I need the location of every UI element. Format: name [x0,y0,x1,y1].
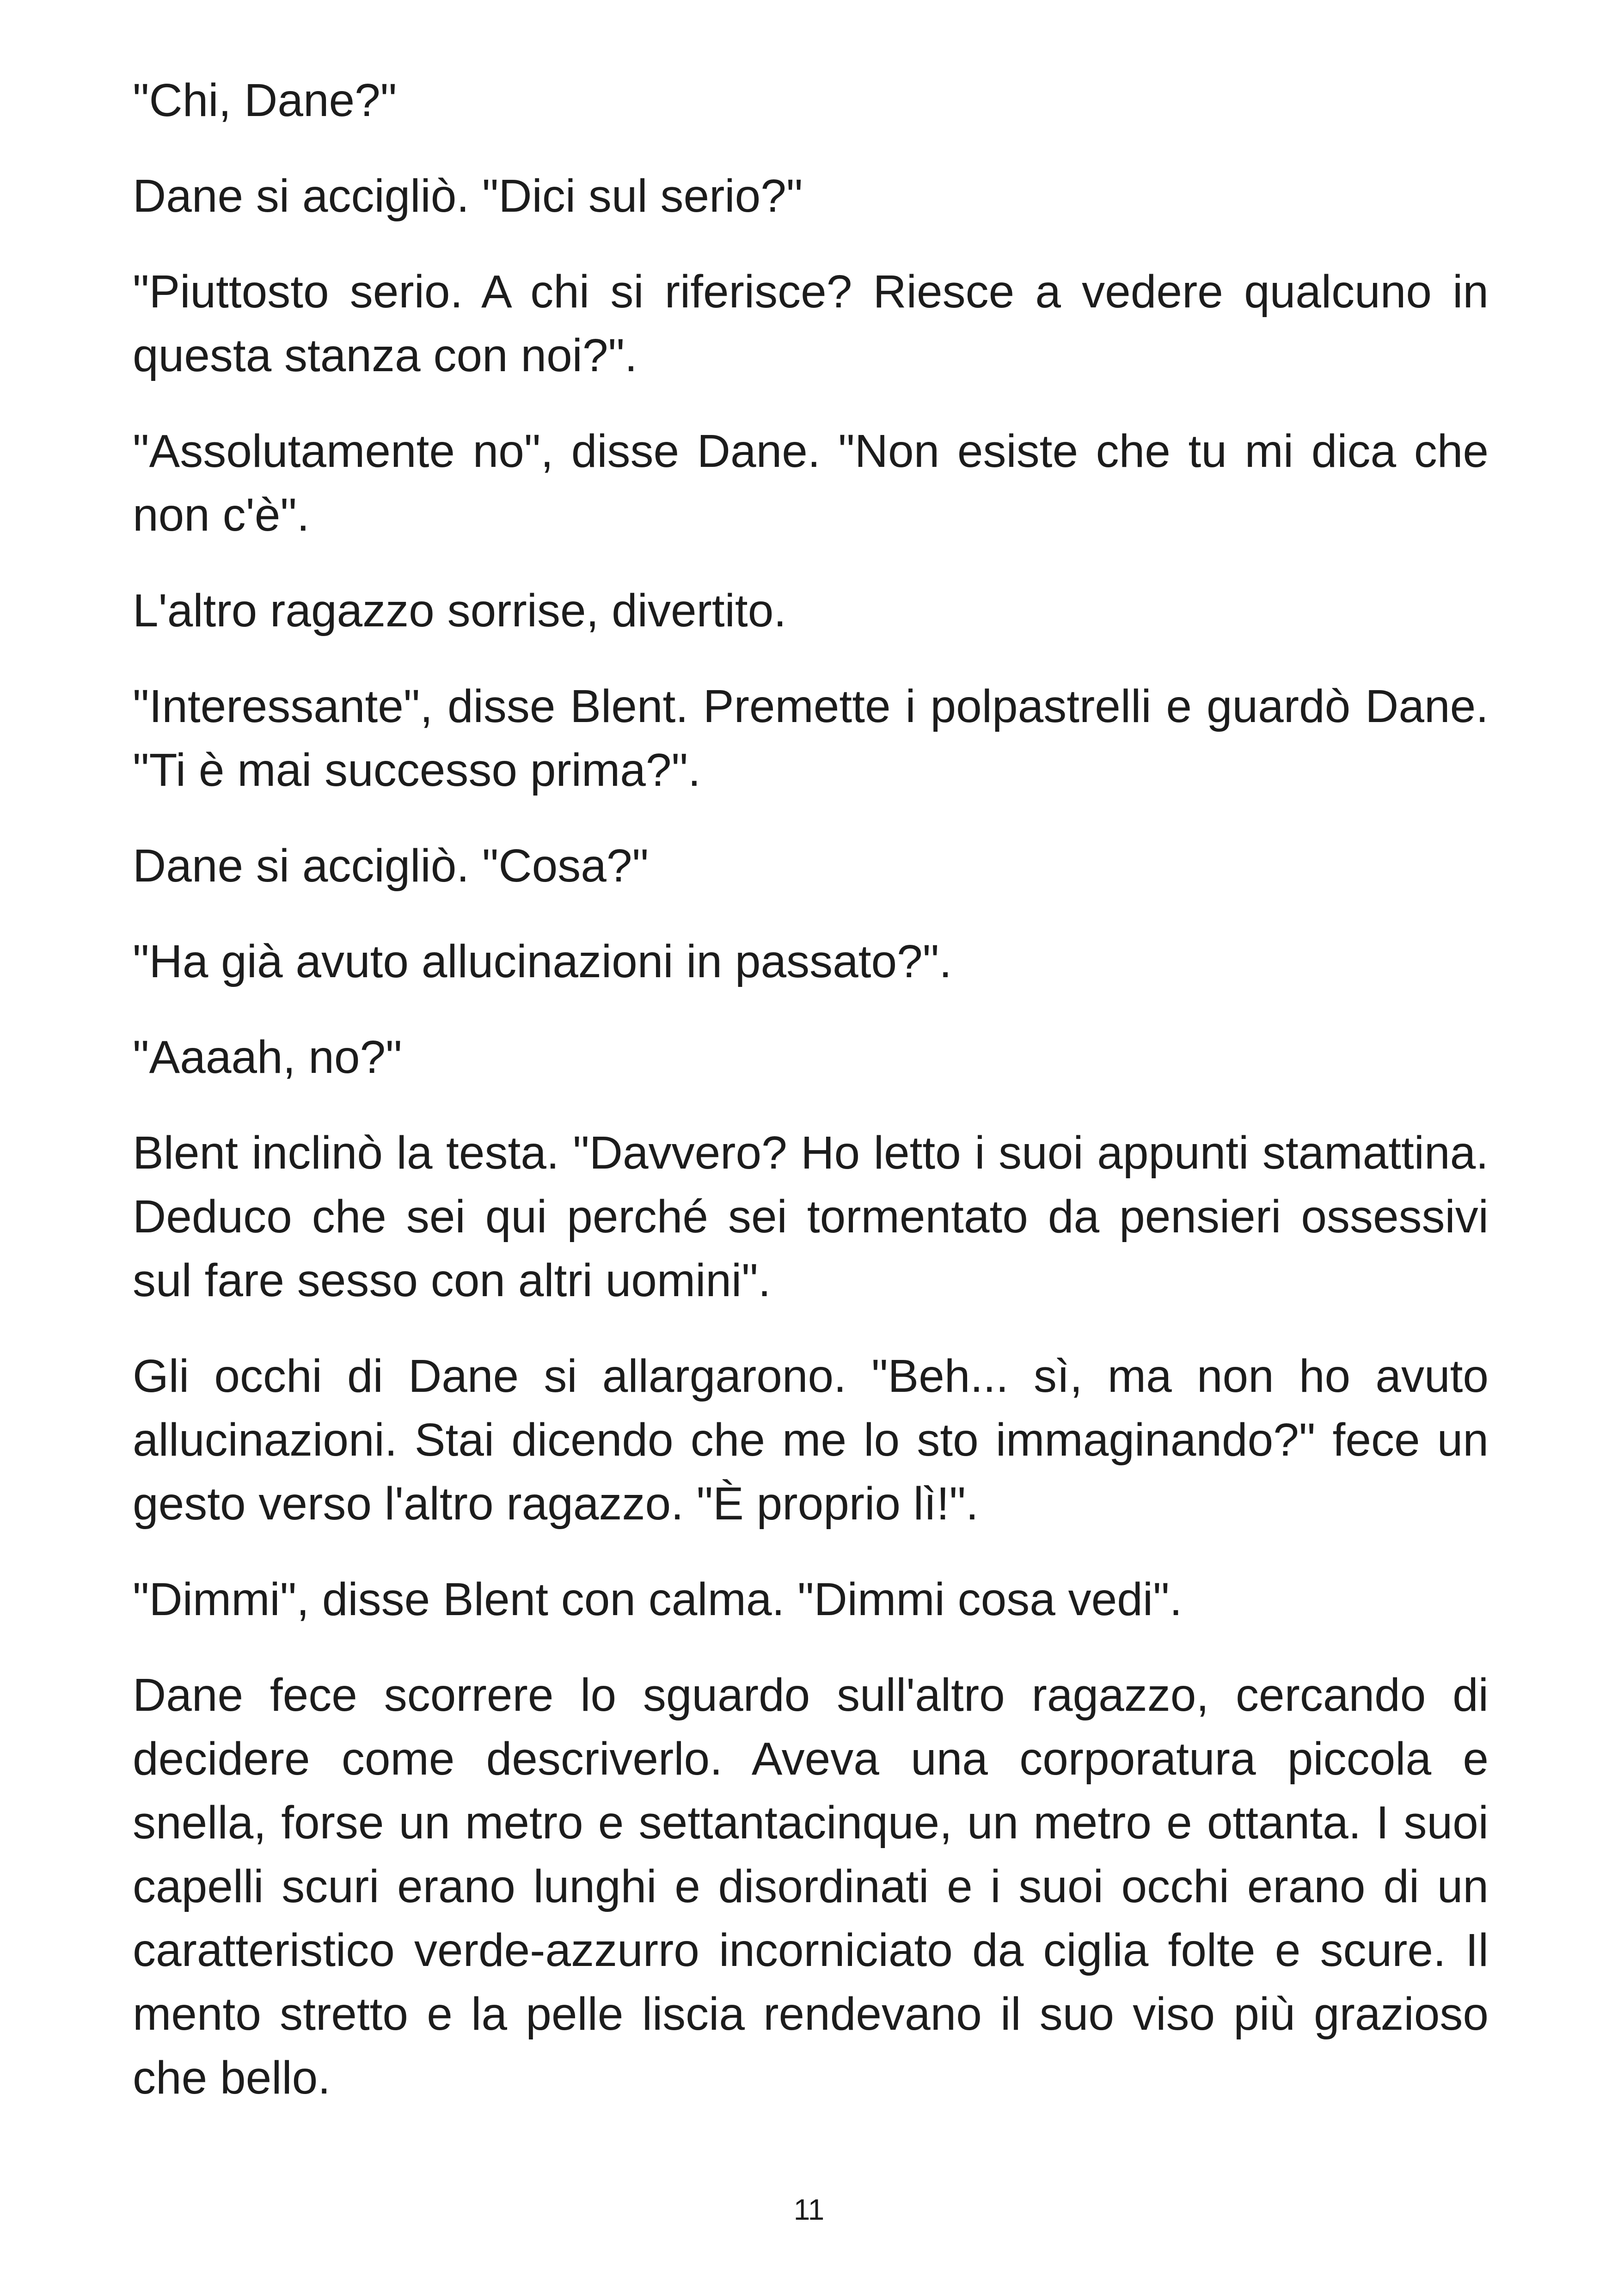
paragraph-1: "Chi, Dane?" [133,74,397,126]
paragraph-2: Dane si accigliò. "Dici sul serio?" [133,170,803,222]
paragraph-7: Dane si accigliò. "Cosa?" [133,840,649,892]
paragraph-5: L'altro ragazzo sorrise, divertito. [133,585,787,637]
paragraph-8: "Ha già avuto allucinazioni in passato?". [133,936,952,987]
paragraph-13: Dane fece scorrere lo sguardo sull'altro ragazzo, cercando di decidere come descriverlo. Aveva una corporatura piccola e snella, forse un metro e settantacinque, un metro e ottanta. I suoi capelli scuri erano lunghi e disordinati e i suoi occhi erano di un caratteristico verde-azzurro incorniciato da ciglia folte e scure. Il mento stretto e la pelle liscia rendevano il suo viso più grazioso che bello. [133,1669,1489,2104]
paragraph-9: "Aaaah, no?" [133,1031,402,1083]
body-text [133,68,1489,2142]
paragraph-11: Gli occhi di Dane si allargarono. "Beh... sì, ma non ho avuto allucinazioni. Stai dicendo che me lo sto immaginando?" fece un gesto verso l'altro ragazzo. "È proprio lì!". [133,1350,1489,1530]
paragraph-3: "Piuttosto serio. A chi si riferisce? Riesce a vedere qualcuno in questa stanza con noi?". [133,266,1489,381]
paragraph-12: "Dimmi", disse Blent con calma. "Dimmi cosa vedi". [133,1574,1183,1625]
paragraph-10: Blent inclinò la testa. "Davvero? Ho letto i suoi appunti stamattina. Deduco che sei qui perché sei tormentato da pensieri ossessivi sul fare sesso con altri uomini". [133,1127,1489,1306]
page-number: 11 [793,2193,825,2226]
paragraph-4: "Assolutamente no", disse Dane. "Non esiste che tu mi dica che non c'è". [133,425,1489,541]
paragraph-6: "Interessante", disse Blent. Premette i polpastrelli e guardò Dane. "Ti è mai successo prima?". [133,680,1489,796]
